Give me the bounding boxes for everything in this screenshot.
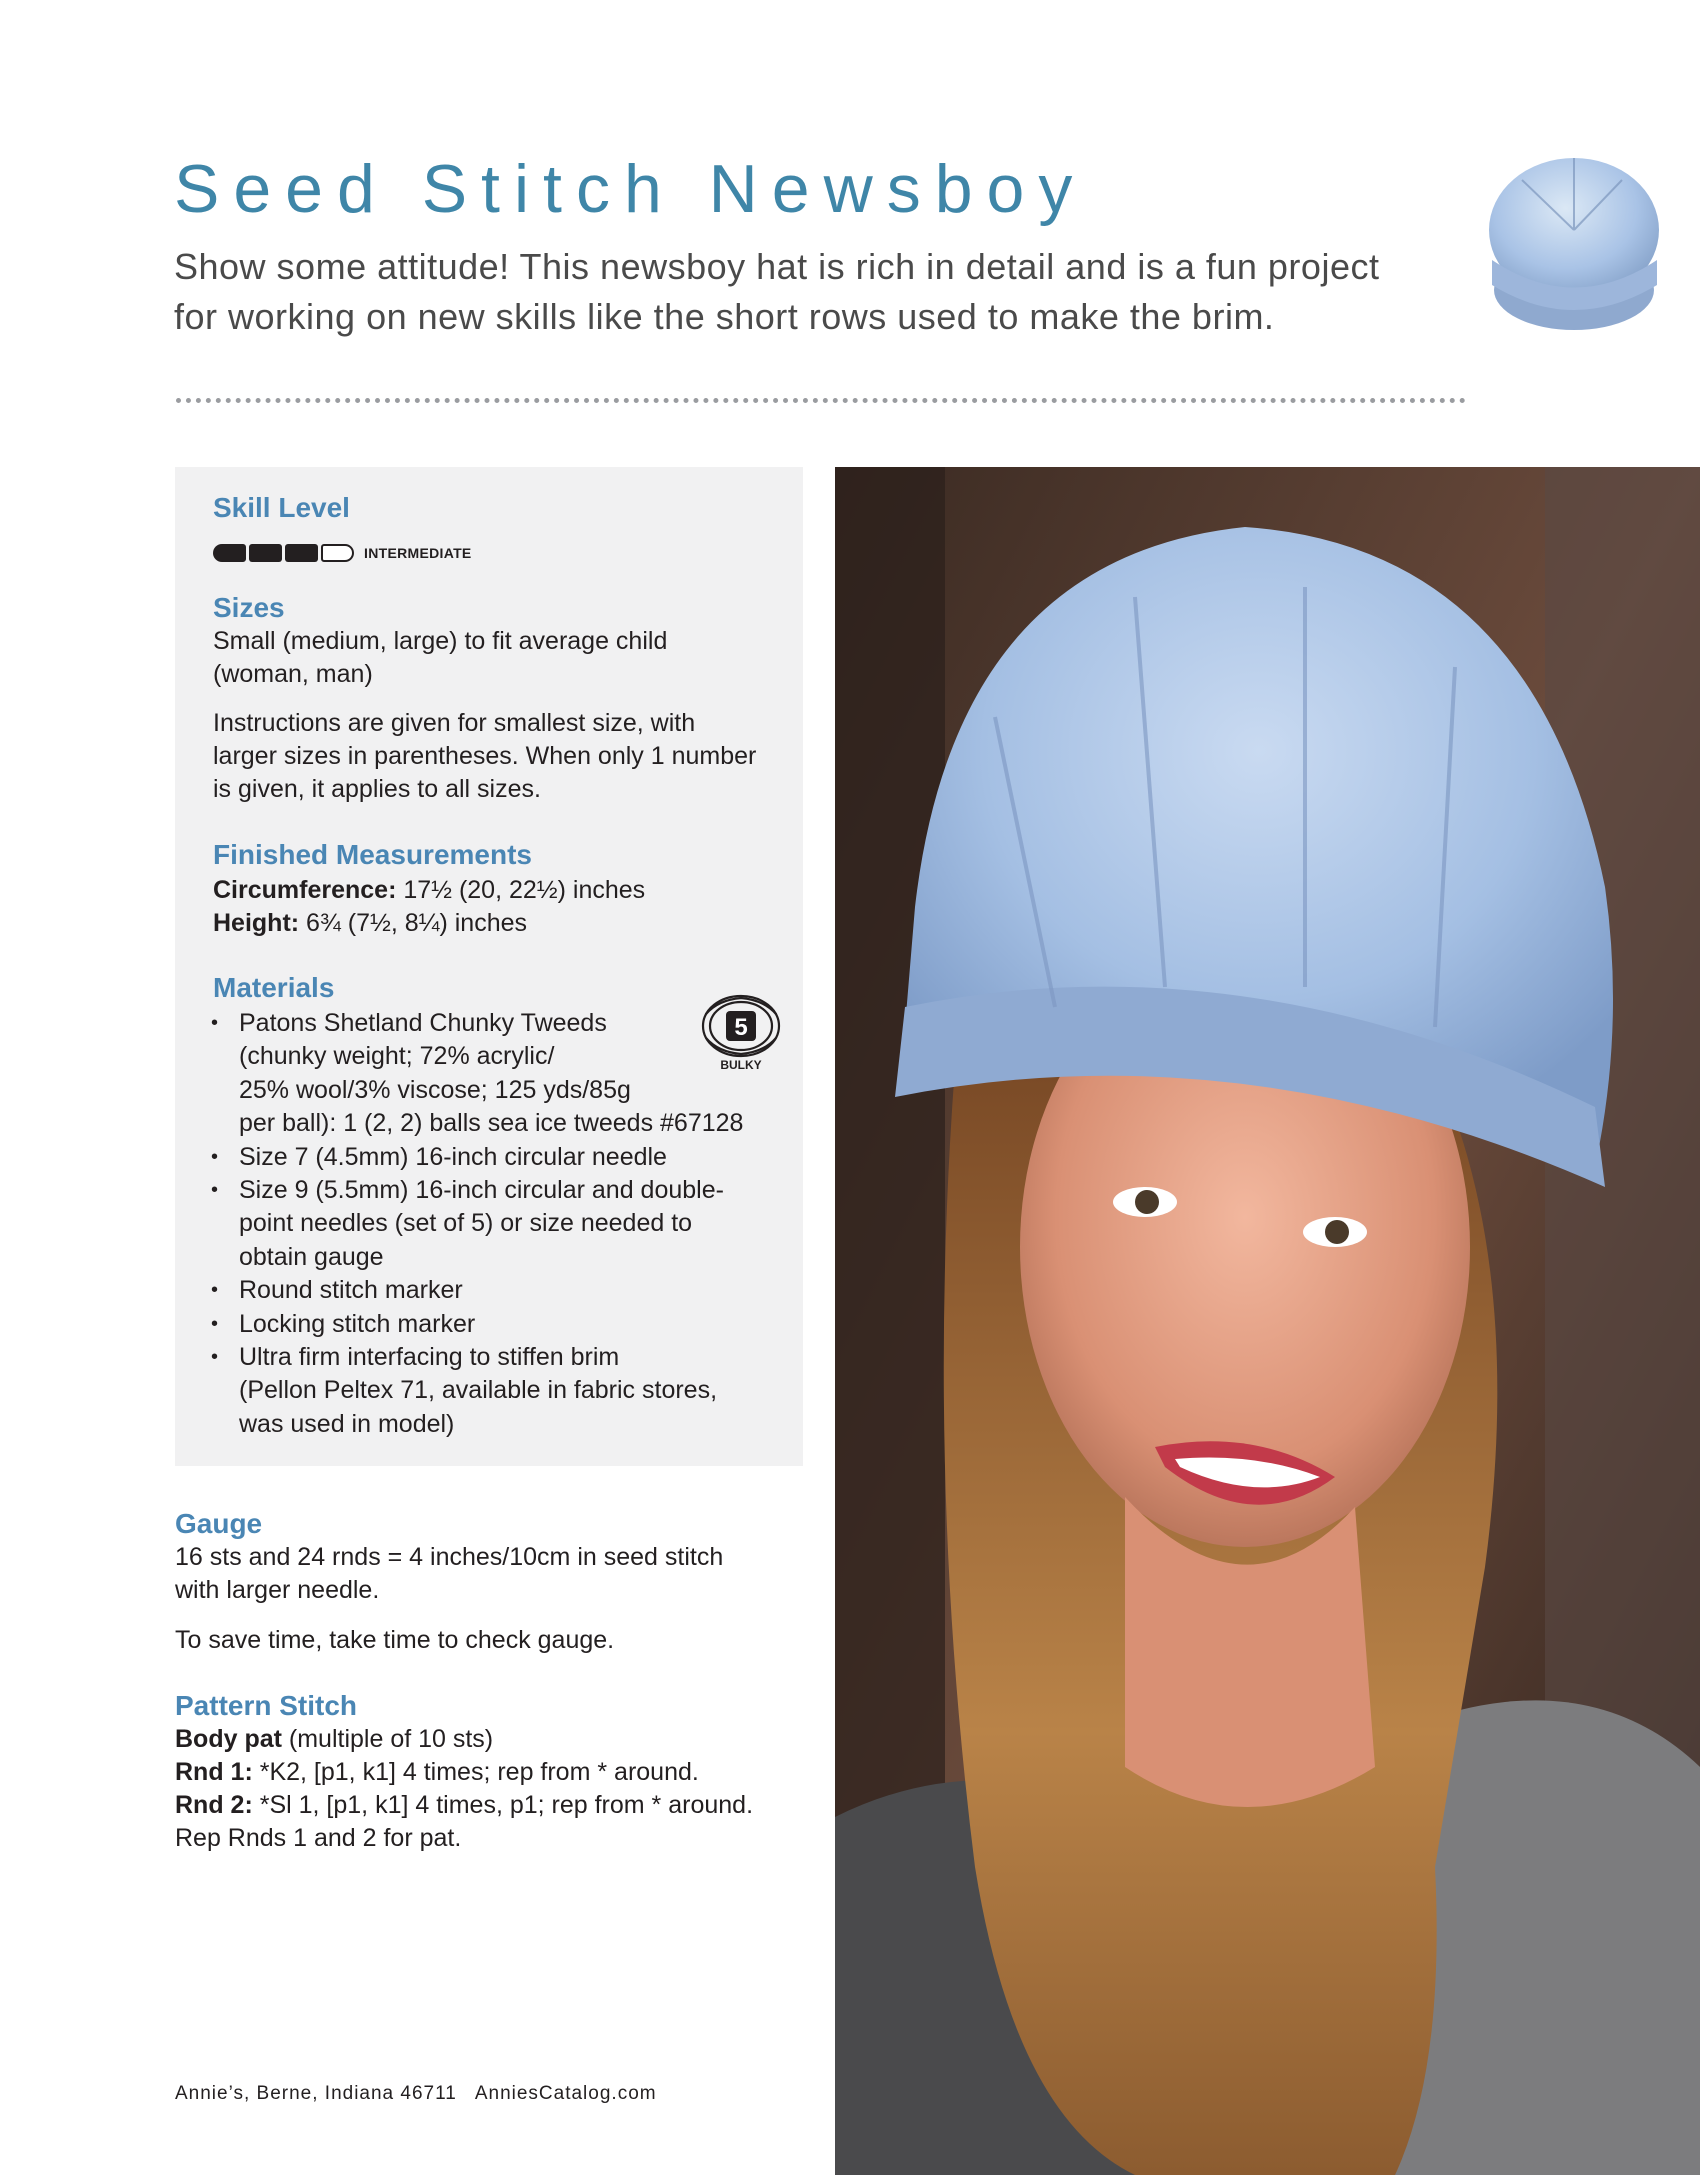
materials-item: • Ultra firm interfacing to stiffen brim xyxy=(211,1341,743,1374)
round-2-label: Rnd 2: xyxy=(175,1791,253,1819)
footer-address: Annie’s, Berne, Indiana 46711 xyxy=(175,2083,457,2104)
materials-item: 25% wool/3% viscose; 125 yds/85g xyxy=(239,1075,631,1104)
gauge-line: with larger needle. xyxy=(175,1576,380,1604)
materials-item: • Locking stitch marker xyxy=(211,1308,743,1341)
circumference-label: Circumference: xyxy=(213,876,397,904)
footer-website-link[interactable]: AnniesCatalog.com xyxy=(474,2083,657,2104)
intro-line-2: for working on new skills like the short rows used to make the brim. xyxy=(174,296,1275,337)
materials-item: • Round stitch marker xyxy=(211,1274,743,1307)
skill-segment-filled xyxy=(285,544,318,562)
materials-item: • Size 7 (4.5mm) 16-inch circular needle xyxy=(211,1141,743,1174)
sizes-heading: Sizes xyxy=(213,592,285,623)
height-label: Height: xyxy=(213,909,300,937)
materials-item: (Pellon Peltex 71, available in fabric stores, xyxy=(239,1376,718,1405)
yarn-weight-bulky-icon xyxy=(698,992,784,1072)
skill-segment-filled xyxy=(213,544,246,562)
skill-segment-filled xyxy=(249,544,282,562)
round-2-line xyxy=(175,1789,753,1822)
skill-level-label: INTERMEDIATE xyxy=(364,545,472,561)
intro-line-1: Show some attitude! This newsboy hat is rich in detail and is a fun project xyxy=(174,246,1380,287)
repeat-line: Rep Rnds 1 and 2 for pat. xyxy=(175,1824,462,1852)
gauge-heading: Gauge xyxy=(175,1508,263,1539)
materials-heading: Materials xyxy=(213,972,335,1003)
materials-item: obtain gauge xyxy=(239,1242,384,1271)
footer xyxy=(175,2083,675,2105)
body-pattern-label: Body pat xyxy=(175,1725,282,1753)
circumference-line xyxy=(213,874,645,907)
materials-item: • Patons Shetland Chunky Tweeds xyxy=(211,1007,743,1040)
sizes-line: (woman, man) xyxy=(213,660,373,688)
round-2-value: *Sl 1, [p1, k1] 4 times, p1; rep from * around. xyxy=(252,1791,754,1819)
skill-level-meter xyxy=(213,544,472,562)
yarn-weight-label: BULKY xyxy=(720,1058,762,1072)
sizes-note: larger sizes in parentheses. When only 1 number xyxy=(213,742,757,770)
measurements-heading: Finished Measurements xyxy=(213,839,532,870)
yarn-weight-number: 5 xyxy=(734,1014,748,1041)
skill-segment-empty xyxy=(321,544,354,562)
sizes-note: Instructions are given for smallest size, with xyxy=(213,709,696,737)
circumference-value: 17½ (20, 22½) inches xyxy=(396,876,646,904)
materials-item: was used in model) xyxy=(239,1409,455,1438)
sizes-note: is given, it applies to all sizes. xyxy=(213,775,541,803)
page-title: Seed Stitch Newsboy xyxy=(174,151,1087,227)
sizes-line: Small (medium, large) to fit average child xyxy=(213,627,668,655)
skill-level-heading: Skill Level xyxy=(213,492,350,523)
round-1-value: *K2, [p1, k1] 4 times; rep from * around. xyxy=(252,1758,699,1786)
materials-item: point needles (set of 5) or size needed to xyxy=(239,1209,693,1238)
round-1-line xyxy=(175,1756,699,1789)
materials-item: • Size 9 (5.5mm) 16-inch circular and double- xyxy=(211,1174,743,1207)
round-1-label: Rnd 1: xyxy=(175,1758,253,1786)
height-value: 6¾ (7½, 8¼) inches xyxy=(299,909,528,937)
hat-thumbnail-image xyxy=(1462,150,1674,350)
materials-item: per ball): 1 (2, 2) balls sea ice tweeds #67128 xyxy=(239,1109,744,1138)
gauge-line: 16 sts and 24 rnds = 4 inches/10cm in seed stitch xyxy=(175,1543,724,1571)
height-line xyxy=(213,907,527,940)
materials-list xyxy=(211,1007,743,1441)
materials-item: (chunky weight; 72% acrylic/ xyxy=(239,1042,555,1071)
model-photo-image xyxy=(835,467,1700,2175)
intro-text xyxy=(174,242,1444,342)
body-pattern-value: (multiple of 10 sts) xyxy=(281,1725,494,1753)
body-pattern-line xyxy=(175,1723,493,1756)
section-divider xyxy=(176,398,1466,403)
gauge-note: To save time, take time to check gauge. xyxy=(175,1626,615,1654)
pattern-stitch-heading: Pattern Stitch xyxy=(175,1690,358,1721)
